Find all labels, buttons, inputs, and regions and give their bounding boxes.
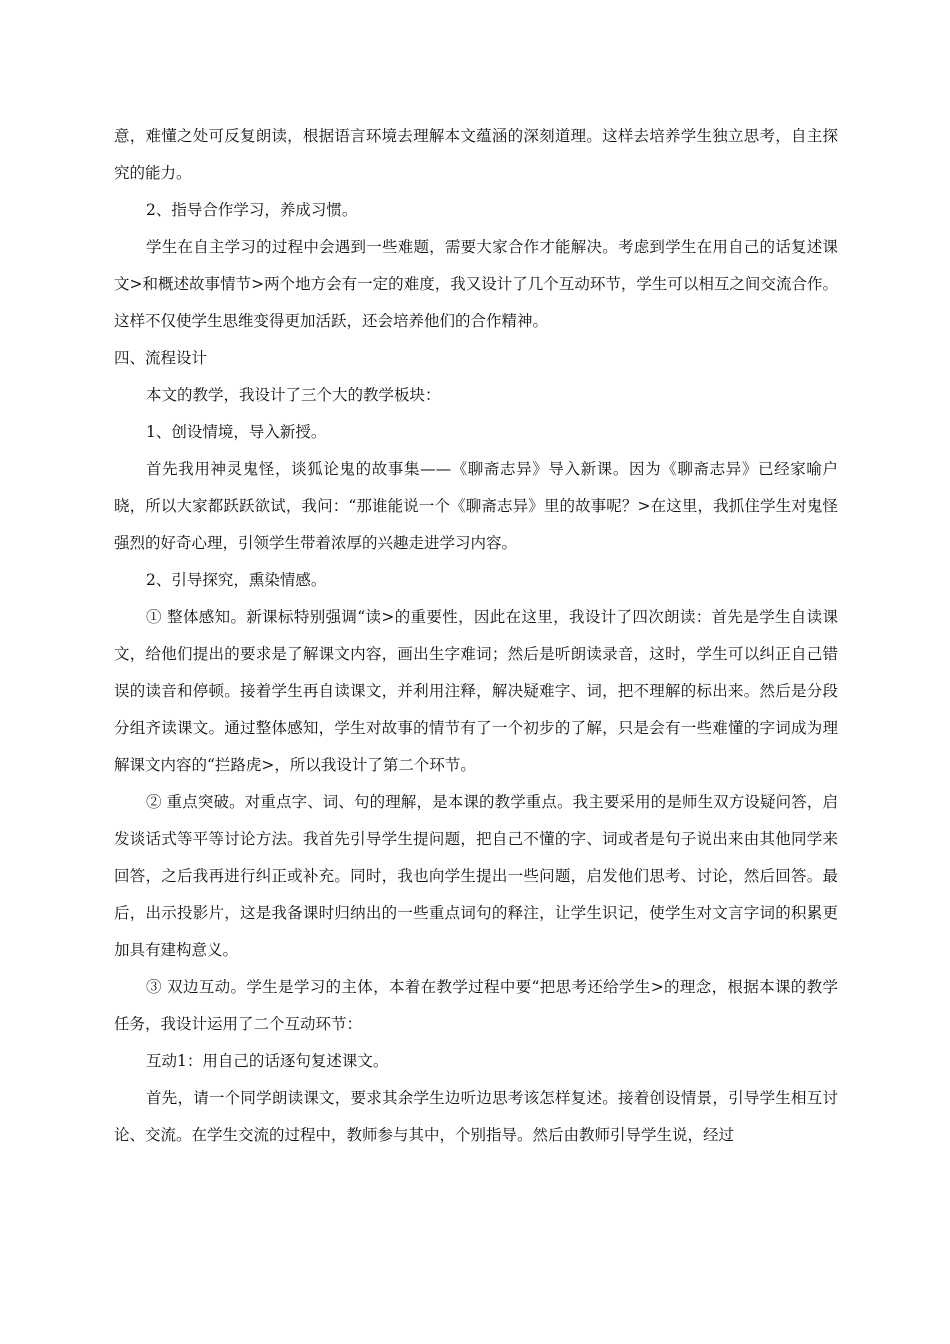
paragraph-create-context: 首先我用神灵鬼怪，谈狐论鬼的故事集——《聊斋志异》导入新课。因为《聊斋志异》已经家喻户晓，所以大家都跃跃欲试，我问：“那谁能说一个《聊斋志异》里的故事呢？>在这里，我抓住学生对鬼怪强烈的好奇心理，引领学生带着浓厚的兴趣走进学习内容。 [114, 460, 838, 552]
paragraph-continuation: 意，难懂之处可反复朗读，根据语言环境去理解本文蕴涵的深刻道理。这样去培养学生独立思考，自主探究的能力。 [114, 127, 838, 182]
paragraph-interaction-1: 首先，请一个同学朗读课文，要求其余学生边听边思考该怎样复述。接着创设情景，引导学生相互讨论、交流。在学生交流的过程中，教师参与其中，个别指导。然后由教师引导学生说，经过 [114, 1089, 838, 1144]
paragraph-cooperative-learning: 学生在自主学习的过程中会遇到一些难题，需要大家合作才能解决。考虑到学生在用自己的话复述课文>和概述故事情节>两个地方会有一定的难度，我又设计了几个互动环节，学生可以相互之间交流合作。这样不仅使学生思维变得更加活跃，还会培养他们的合作精神。 [114, 238, 838, 330]
paragraph-intro-blocks: 本文的教学，我设计了三个大的教学板块： [146, 386, 441, 404]
subheading-interaction-1: 互动1：用自己的话逐句复述课文。 [146, 1052, 389, 1070]
subheading-create-context: 1、创设情境，导入新授。 [146, 423, 327, 441]
document-body [114, 118, 838, 1154]
subheading-guided-inquiry: 2、引导探究，熏染情感。 [146, 571, 327, 589]
paragraph-two-way-interaction: ③ 双边互动。学生是学习的主体，本着在教学过程中要“把思考还给学生>的理念，根据本课的教学任务，我设计运用了二个互动环节： [114, 978, 838, 1033]
section-heading-process-design: 四、流程设计 [114, 349, 208, 367]
paragraph-overall-perception: ① 整体感知。新课标特别强调“读>的重要性，因此在这里，我设计了四次朗读：首先是学生自读课文，给他们提出的要求是了解课文内容，画出生字难词；然后是听朗读录音，这时，学生可以纠正自己错误的读音和停顿。接着学生再自读课文，并利用注释，解决疑难字、词，把不理解的标出来。然后是分段分组齐读课文。通过整体感知，学生对故事的情节有了一个初步的了解，只是会有一些难懂的字词成为理解课文内容的“拦路虎>，所以我设计了第二个环节。 [114, 608, 838, 774]
subheading-cooperative-learning: 2、指导合作学习，养成习惯。 [146, 201, 358, 219]
paragraph-key-breakthrough: ② 重点突破。对重点字、词、句的理解，是本课的教学重点。我主要采用的是师生双方设疑问答，启发谈话式等平等讨论方法。我首先引导学生提问题，把自己不懂的字、词或者是句子说出来由其他同学来回答，之后我再进行纠正或补充。同时，我也向学生提出一些问题，启发他们思考、讨论，然后回答。最后，出示投影片，这是我备课时归纳出的一些重点词句的释注，让学生识记，使学生对文言字词的积累更加具有建构意义。 [114, 793, 838, 959]
